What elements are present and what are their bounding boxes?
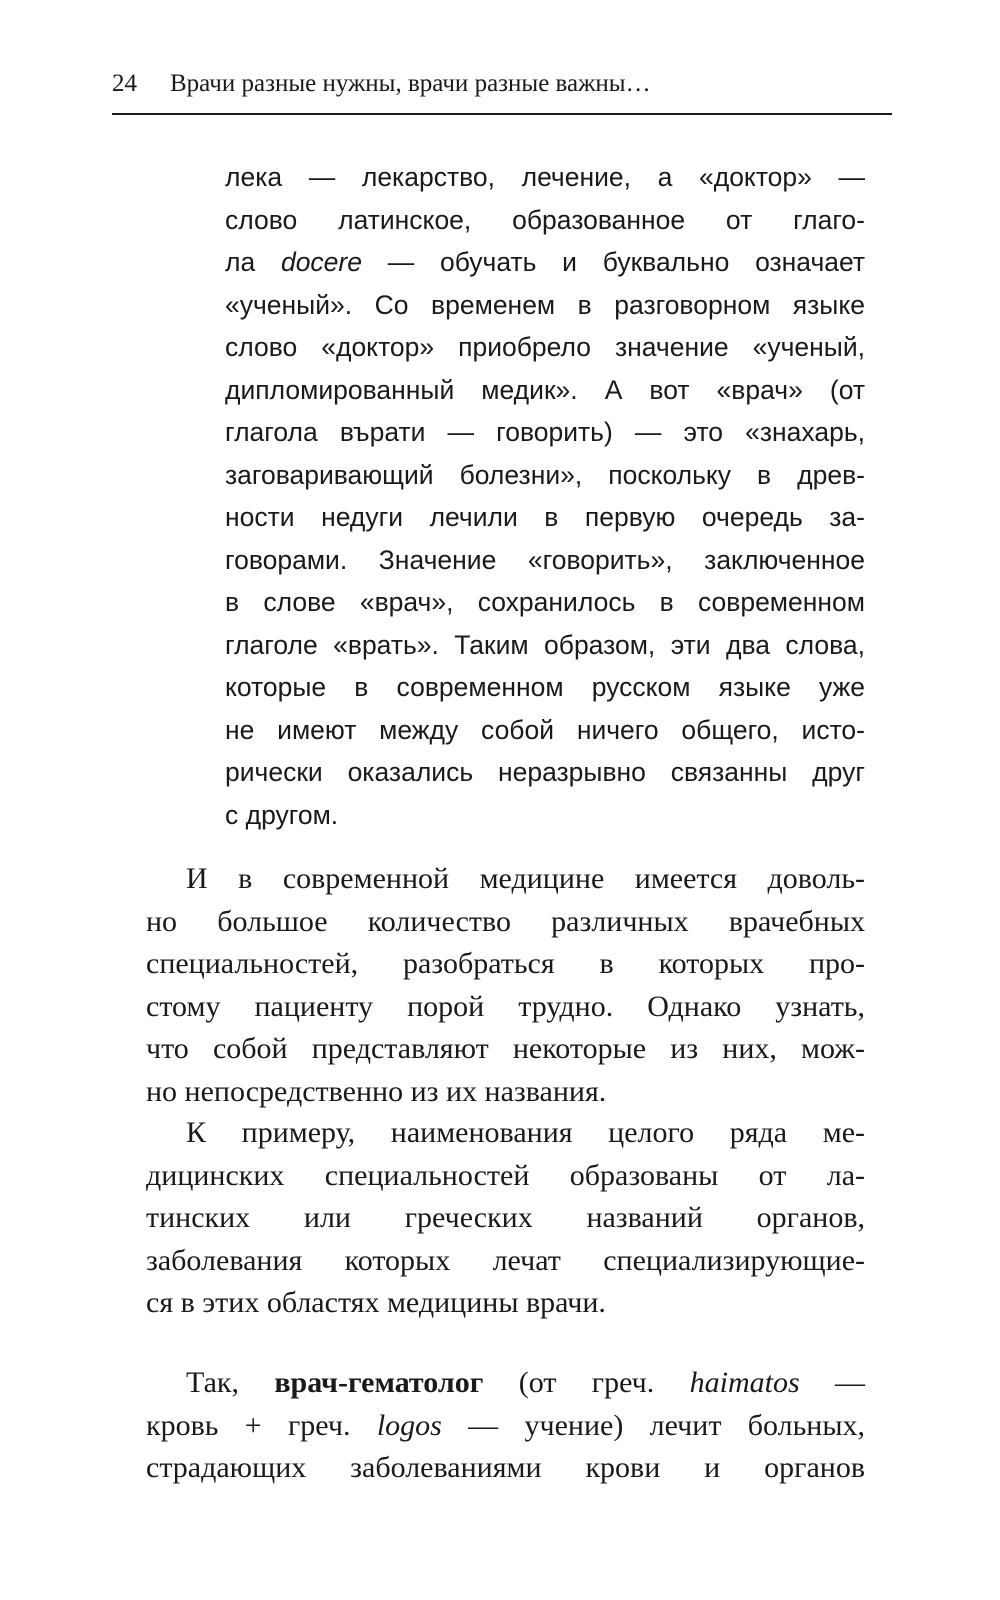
header-rule (112, 113, 892, 115)
page-number: 24 (112, 70, 137, 97)
sidebar-line: ности недуги лечили в первую очередь за- (225, 502, 865, 532)
sidebar-line: ла docere — обучать и буквально означает (225, 247, 865, 277)
paragraph-line: Так, врач-гематолог (от греч. haimatos — (186, 1366, 866, 1399)
paragraph-line: И в современной медицине имеется доволь- (186, 862, 865, 895)
paragraph-line: специальностей, разобраться в которых про- (146, 947, 865, 980)
running-title: Врачи разные нужны, врачи разные важны… (170, 70, 651, 97)
sidebar-line: глаголе «врать». Таким образом, эти два слова, (225, 629, 865, 660)
latin-word: docere (280, 247, 362, 277)
sidebar-line: лека — лекарство, лечение, а «доктор» — (225, 162, 865, 192)
paragraph-line: заболевания которых лечат специализирующие- (146, 1243, 865, 1277)
paragraph-line: но большое количество различных врачебных (146, 904, 865, 938)
sidebar-line: заговаривающий болезни», поскольку в древ- (225, 459, 865, 490)
running-head (112, 64, 892, 104)
sidebar-line: не имеют между собой ничего общего, исто- (225, 714, 865, 745)
body-paragraph-1 (146, 858, 865, 1113)
paragraph-line: ся в этих областях медицины врачи. (146, 1286, 606, 1319)
sidebar-line: говорами. Значение «говорить», заключенное (225, 544, 865, 575)
sidebar-line: «ученый». Со временем в разговорном языке (225, 289, 865, 320)
greek-word: haimatos (689, 1366, 800, 1399)
sidebar-line: которые в современном русском языке уже (225, 672, 865, 702)
sidebar-line: в слове «врач», сохранилось в современном (225, 587, 865, 617)
paragraph-line: кровь + греч. logos — учение) лечит больных, (146, 1408, 866, 1442)
body-paragraph-3 (146, 1362, 865, 1490)
paragraph-line: тинских или греческих названий органов, (146, 1201, 865, 1234)
sidebar-line: глагола върати — говорить) — это «знахарь, (225, 417, 865, 447)
specialty-term: врач-гематолог (274, 1366, 484, 1399)
sidebar-line: слово «доктор» приобрело значение «ученый, (225, 332, 865, 362)
greek-word: logos (376, 1408, 442, 1442)
sidebar-line: с другом. (225, 799, 339, 830)
paragraph-line: что собой представляют некоторые из них, мож- (146, 1032, 865, 1065)
sidebar-line: рически оказались неразрывно связанны друг (225, 757, 865, 787)
paragraph-line: страдающих заболеваниями крови и органов (146, 1451, 865, 1484)
paragraph-line: дицинских специальностей образованы от ла- (146, 1158, 865, 1192)
paragraph-line: К примеру, наименования целого ряда ме- (186, 1116, 865, 1149)
body-paragraph-2 (146, 1112, 865, 1325)
sidebar-line: слово латинское, образованное от глаго- (225, 204, 865, 235)
paragraph-line: но непосредственно из их названия. (146, 1074, 607, 1108)
sidebar-line: дипломированный медик». А вот «врач» (от (225, 374, 865, 405)
paragraph-line: стому пациенту порой трудно. Однако узнать, (146, 989, 865, 1023)
etymology-sidebar (225, 156, 865, 836)
